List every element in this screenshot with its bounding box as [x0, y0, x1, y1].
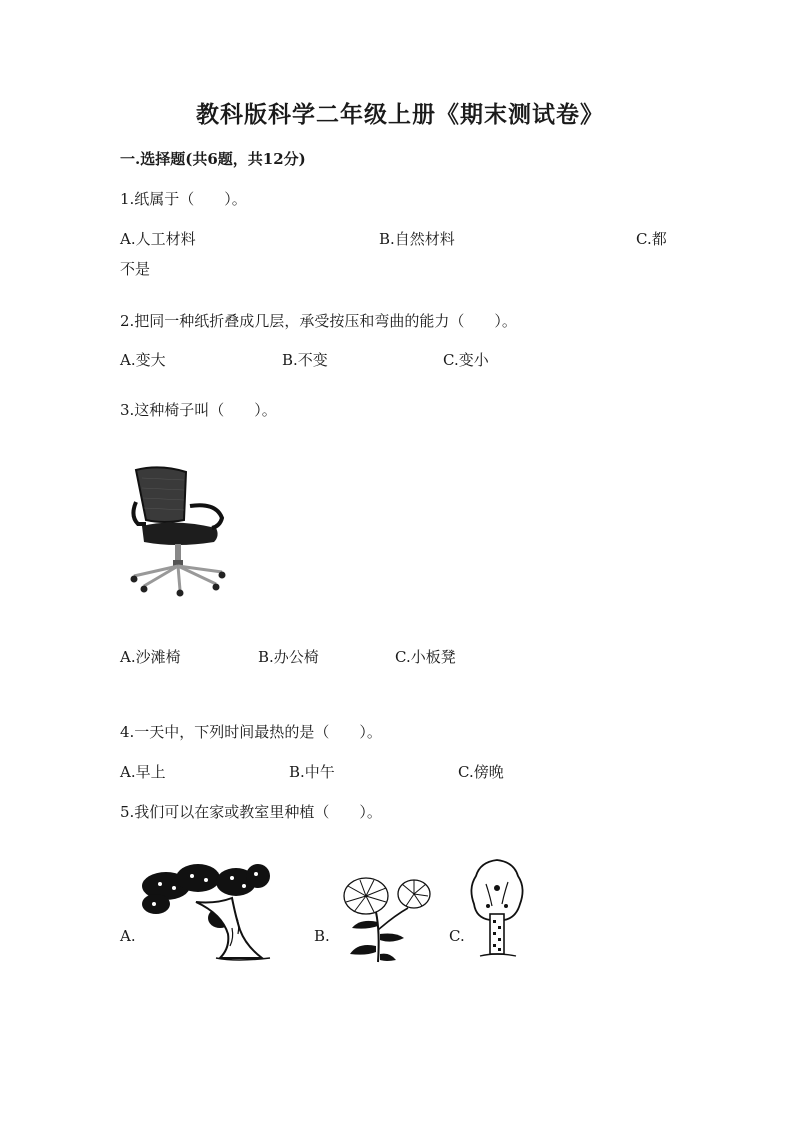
question-1-option-a: A.人工材料: [120, 230, 196, 248]
question-4-option-c: C.傍晚: [458, 763, 504, 781]
question-1-option-c-wrap: 不是: [120, 260, 151, 278]
question-5-option-a: A.: [120, 927, 136, 945]
question-3-option-a: A.沙滩椅: [120, 648, 181, 666]
question-1-stem: 1.纸属于（ ）。: [120, 190, 247, 208]
question-2-option-a: A.变大: [120, 351, 166, 369]
question-1-option-b: B.自然材料: [379, 230, 455, 248]
section-heading: 一.选择题(共6题，共12分): [120, 150, 306, 168]
question-4-stem: 4.一天中，下列时间最热的是（ ）。: [120, 723, 382, 741]
question-5-option-b: B.: [314, 927, 330, 945]
question-3-option-b: B.办公椅: [258, 648, 319, 666]
question-4-option-b: B.中午: [289, 763, 335, 781]
question-4-option-a: A.早上: [120, 763, 166, 781]
question-2-stem: 2.把同一种纸折叠成几层，承受按压和弯曲的能力（ ）。: [120, 312, 517, 330]
question-3-stem: 3.这种椅子叫（ ）。: [120, 401, 277, 419]
tree-image: [466, 856, 528, 962]
pine-bonsai-image: [136, 858, 274, 964]
question-3-option-c: C.小板凳: [395, 648, 456, 666]
question-2-option-b: B.不变: [282, 351, 328, 369]
question-5-stem: 5.我们可以在家或教室里种植（ ）。: [120, 803, 382, 821]
office-chair-image: [124, 462, 230, 598]
question-2-option-c: C.变小: [443, 351, 489, 369]
question-1-option-c: C.都: [636, 230, 667, 248]
question-5-option-c: C.: [449, 927, 465, 945]
page-title: 教科版科学二年级上册《期末测试卷》: [196, 101, 604, 128]
chrysanthemum-image: [330, 872, 436, 966]
